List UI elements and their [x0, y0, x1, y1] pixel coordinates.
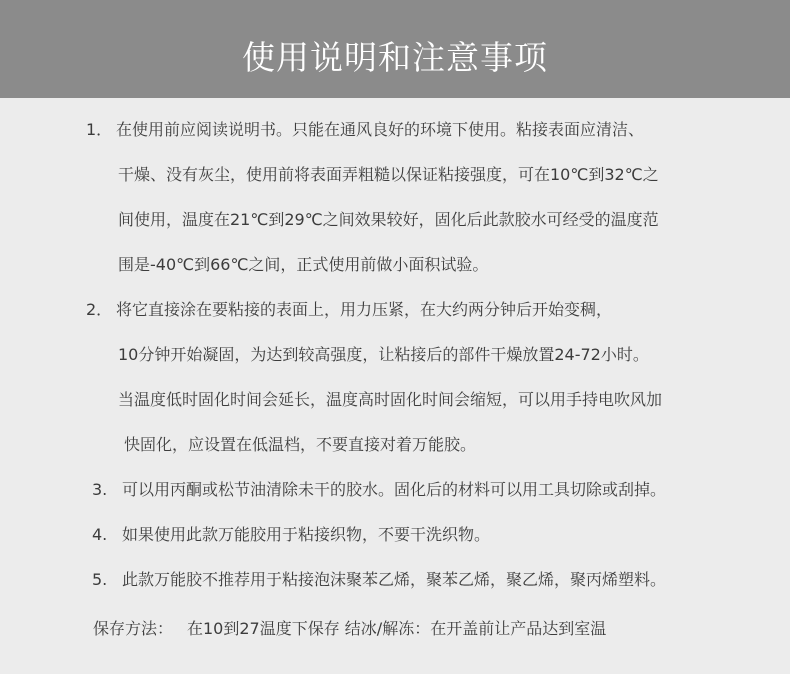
item-1-line-1: 在使用前应阅读说明书。只能在通风良好的环境下使用。粘接表面应清洁、 — [116, 120, 645, 139]
item-2-line-1: 将它直接涂在要粘接的表面上，用力压紧，在大约两分钟后开始变稠， — [116, 300, 613, 319]
item-3-number: 3. — [92, 480, 108, 499]
item-3-text: 可以用丙酮或松节油清除未干的胶水。固化后的材料可以用工具切除或刮掉。 — [122, 480, 667, 499]
page-title: 使用说明和注意事项 — [242, 38, 548, 77]
storage-text: 在10到27温度下保存 结冰/解冻：在开盖前让产品达到室温 — [187, 619, 607, 638]
item-2-line-2: 10分钟开始凝固，为达到较高强度，让粘接后的部件干燥放置24-72小时。 — [118, 345, 649, 364]
storage-label: 保存方法： — [93, 619, 174, 638]
item-1-line-2: 干燥、没有灰尘，使用前将表面弄粗糙以保证粘接强度，可在10℃到32℃之 — [118, 165, 659, 184]
item-5-text: 此款万能胶不推荐用于粘接泡沫聚苯乙烯，聚苯乙烯，聚乙烯，聚丙烯塑料。 — [122, 570, 667, 589]
item-1-number: 1． — [86, 120, 113, 139]
item-2-line-3: 当温度低时固化时间会延长，温度高时固化时间会缩短，可以用手持电吹风加 — [118, 390, 663, 409]
item-4-number: 4. — [92, 525, 108, 544]
item-1-line-4: 围是-40℃到66℃之间，正式使用前做小面积试验。 — [118, 255, 489, 274]
item-2-number: 2． — [86, 300, 113, 319]
item-5-number: 5. — [92, 570, 108, 589]
item-4-text: 如果使用此款万能胶用于粘接织物，不要干洗织物。 — [122, 525, 491, 544]
item-2-line-4: 快固化，应设置在低温档，不要直接对着万能胶。 — [124, 435, 477, 454]
header-banner — [0, 0, 790, 98]
item-1-line-3: 间使用，温度在21℃到29℃之间效果较好，固化后此款胶水可经受的温度范 — [118, 210, 659, 229]
